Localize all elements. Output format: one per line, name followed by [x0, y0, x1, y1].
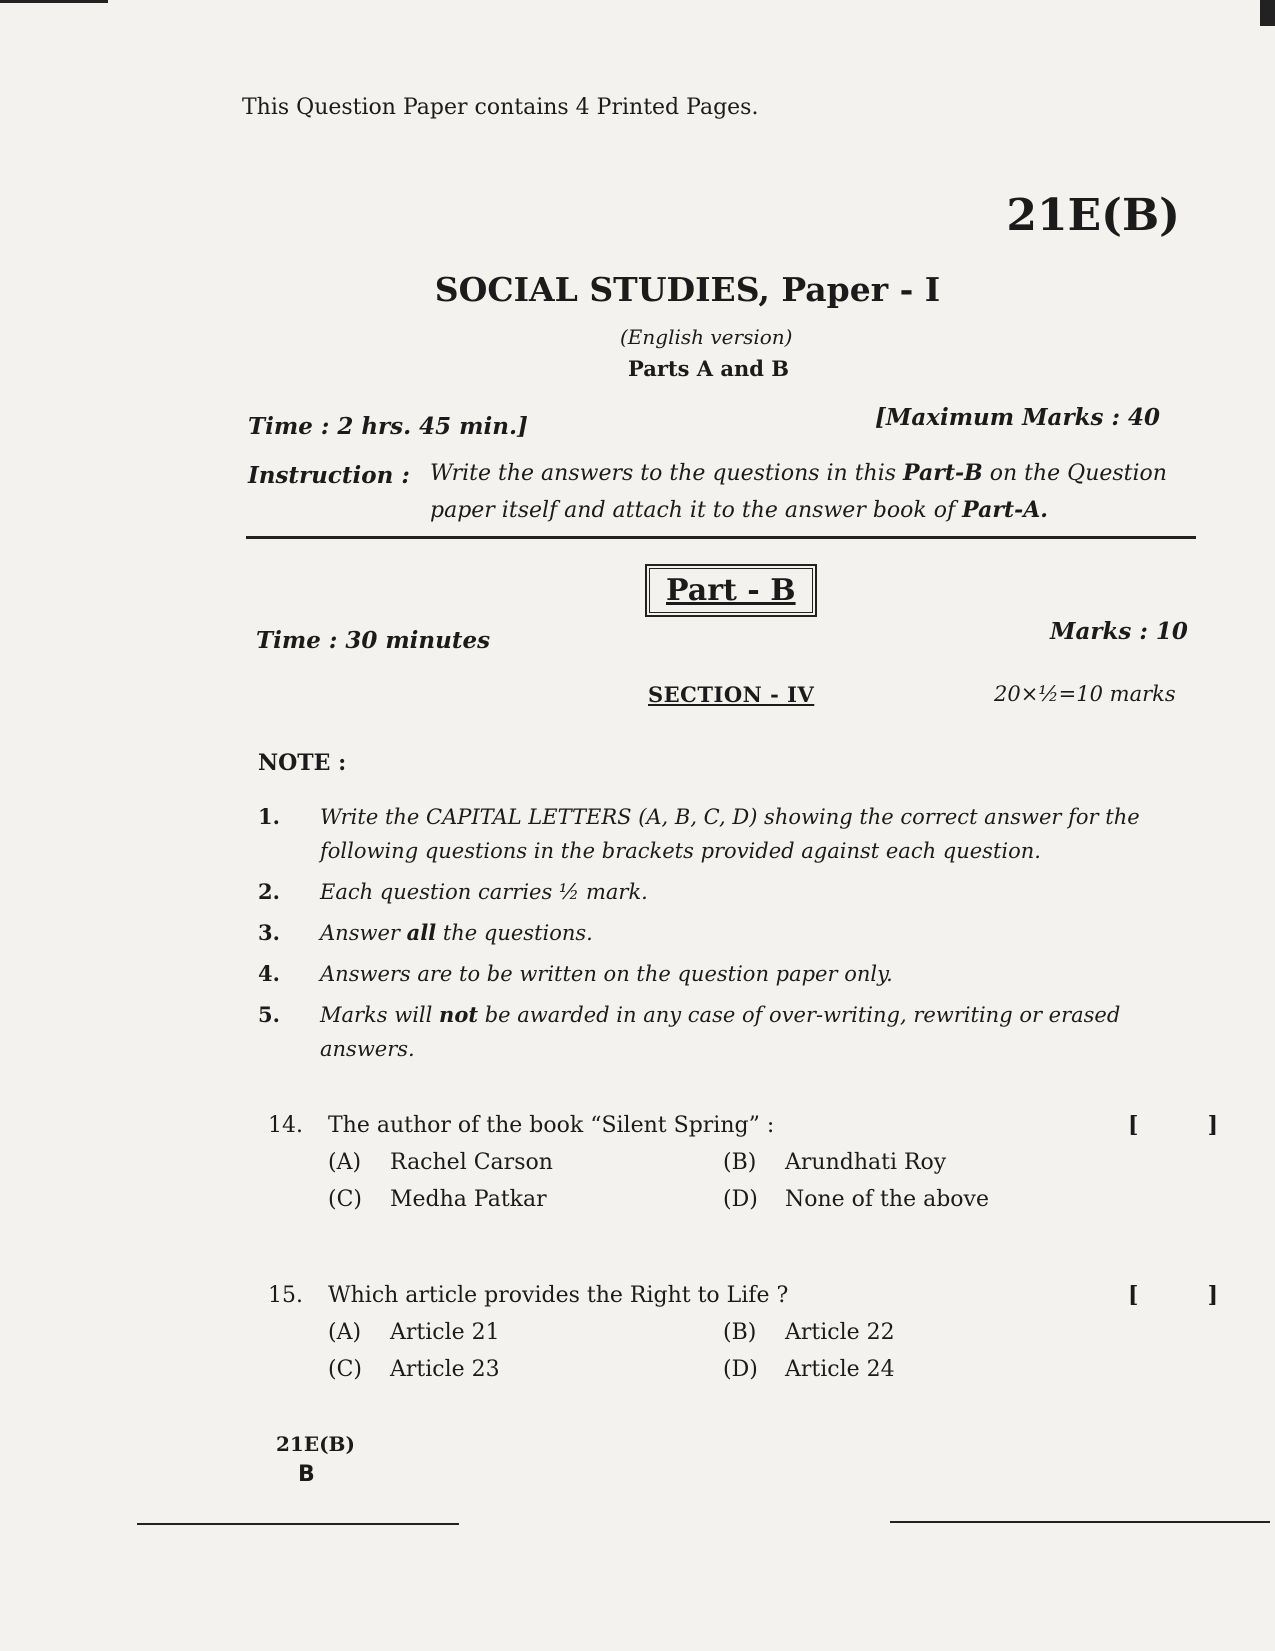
note-list [258, 800, 1218, 1073]
note-number: 4. [258, 961, 280, 986]
option-text: Article 22 [785, 1320, 895, 1345]
note-text [320, 998, 1218, 1066]
question-14 [268, 1112, 1218, 1212]
note-number: 1. [258, 804, 280, 829]
option-letter: (B) [723, 1320, 757, 1345]
instruction-mid: on the Question paper itself and attach it to the answer book of [430, 461, 1167, 523]
instruction-pre: Write the answers to the questions in this [430, 461, 904, 486]
option-letter: (C) [328, 1187, 362, 1212]
question-header [268, 1282, 1218, 1308]
note-heading: NOTE : [258, 750, 347, 776]
language-version: (English version) [620, 325, 793, 349]
option-d [723, 1187, 1123, 1212]
bracket-open: [ [1128, 1112, 1139, 1138]
footer-series: B [298, 1462, 315, 1487]
part-b-box [645, 564, 817, 617]
instruction-bold-1: Part-B [903, 460, 983, 486]
note-text-bold: not [439, 1002, 479, 1027]
scan-edge-right [1260, 0, 1275, 26]
footer-paper-code: 21E(B) [276, 1432, 355, 1456]
note-text-post: be awarded in any case of over-writing, rewriting or erased answers. [320, 1003, 1121, 1061]
option-text: None of the above [785, 1187, 989, 1212]
note-text-pre: Marks will [320, 1003, 440, 1027]
question-15 [268, 1282, 1218, 1382]
option-letter: (A) [328, 1320, 362, 1345]
paper-code: 21E(B) [1006, 190, 1180, 241]
option-text: Medha Patkar [390, 1187, 547, 1212]
question-header [268, 1112, 1218, 1138]
question-text: The author of the book “Silent Spring” : [328, 1113, 775, 1138]
note-item [258, 800, 1218, 868]
paper-title: SOCIAL STUDIES, Paper - I [434, 270, 941, 309]
scan-edge-top [0, 0, 108, 3]
option-text: Article 24 [785, 1357, 895, 1382]
total-time: Time : 2 hrs. 45 min.] [248, 413, 528, 440]
option-d [723, 1357, 1123, 1382]
option-grid [328, 1150, 1218, 1212]
bracket-close: ] [1207, 1282, 1218, 1308]
option-c [328, 1187, 723, 1212]
note-item [258, 916, 1218, 950]
bracket-open: [ [1128, 1282, 1139, 1308]
option-a [328, 1150, 723, 1175]
answer-bracket[interactable] [1128, 1112, 1218, 1138]
note-number: 2. [258, 879, 280, 904]
note-text [320, 916, 593, 950]
section-marks: 20×½=10 marks [994, 682, 1176, 706]
instruction-text [430, 455, 1190, 529]
option-grid [328, 1320, 1218, 1382]
option-text: Article 23 [390, 1357, 500, 1382]
option-a [328, 1320, 723, 1345]
option-letter: (A) [328, 1150, 362, 1175]
option-b [723, 1150, 1123, 1175]
note-text-post: the questions. [436, 921, 593, 945]
option-letter: (D) [723, 1187, 758, 1212]
note-text-pre: Answer [320, 921, 407, 945]
note-item [258, 875, 1218, 909]
footer-rule-left [137, 1523, 459, 1525]
option-text: Rachel Carson [390, 1150, 553, 1175]
option-letter: (B) [723, 1150, 757, 1175]
option-letter: (C) [328, 1357, 362, 1382]
note-text-bold: all [406, 920, 437, 945]
question-number: 14. [268, 1113, 303, 1138]
option-c [328, 1357, 723, 1382]
maximum-marks: [Maximum Marks : 40 [875, 404, 1160, 431]
option-text: Article 21 [390, 1320, 500, 1345]
note-number: 5. [258, 1002, 280, 1027]
instruction-bold-2: Part-A. [962, 497, 1048, 523]
page-count-note: This Question Paper contains 4 Printed Pages. [242, 95, 759, 120]
horizontal-rule [246, 536, 1196, 539]
note-item [258, 957, 1218, 991]
note-text: Write the CAPITAL LETTERS (A, B, C, D) showing the correct answer for the following questions in the brackets provided against each question. [320, 805, 1140, 863]
note-item [258, 998, 1218, 1066]
footer-rule-right [890, 1521, 1270, 1523]
instruction-label: Instruction : [248, 462, 410, 489]
note-number: 3. [258, 920, 280, 945]
bracket-close: ] [1207, 1112, 1218, 1138]
answer-bracket[interactable] [1128, 1282, 1218, 1308]
section-heading: SECTION - IV [648, 682, 815, 707]
part-b-label: Part - B [649, 568, 813, 613]
option-letter: (D) [723, 1357, 758, 1382]
option-b [723, 1320, 1123, 1345]
question-text: Which article provides the Right to Life ? [328, 1283, 789, 1308]
parts-label: Parts A and B [628, 356, 789, 381]
part-b-time: Time : 30 minutes [256, 627, 491, 654]
note-text: Answers are to be written on the question paper only. [320, 962, 893, 986]
option-text: Arundhati Roy [785, 1150, 947, 1175]
note-text: Each question carries ½ mark. [320, 880, 648, 904]
part-b-marks: Marks : 10 [1050, 618, 1188, 645]
question-number: 15. [268, 1283, 303, 1308]
